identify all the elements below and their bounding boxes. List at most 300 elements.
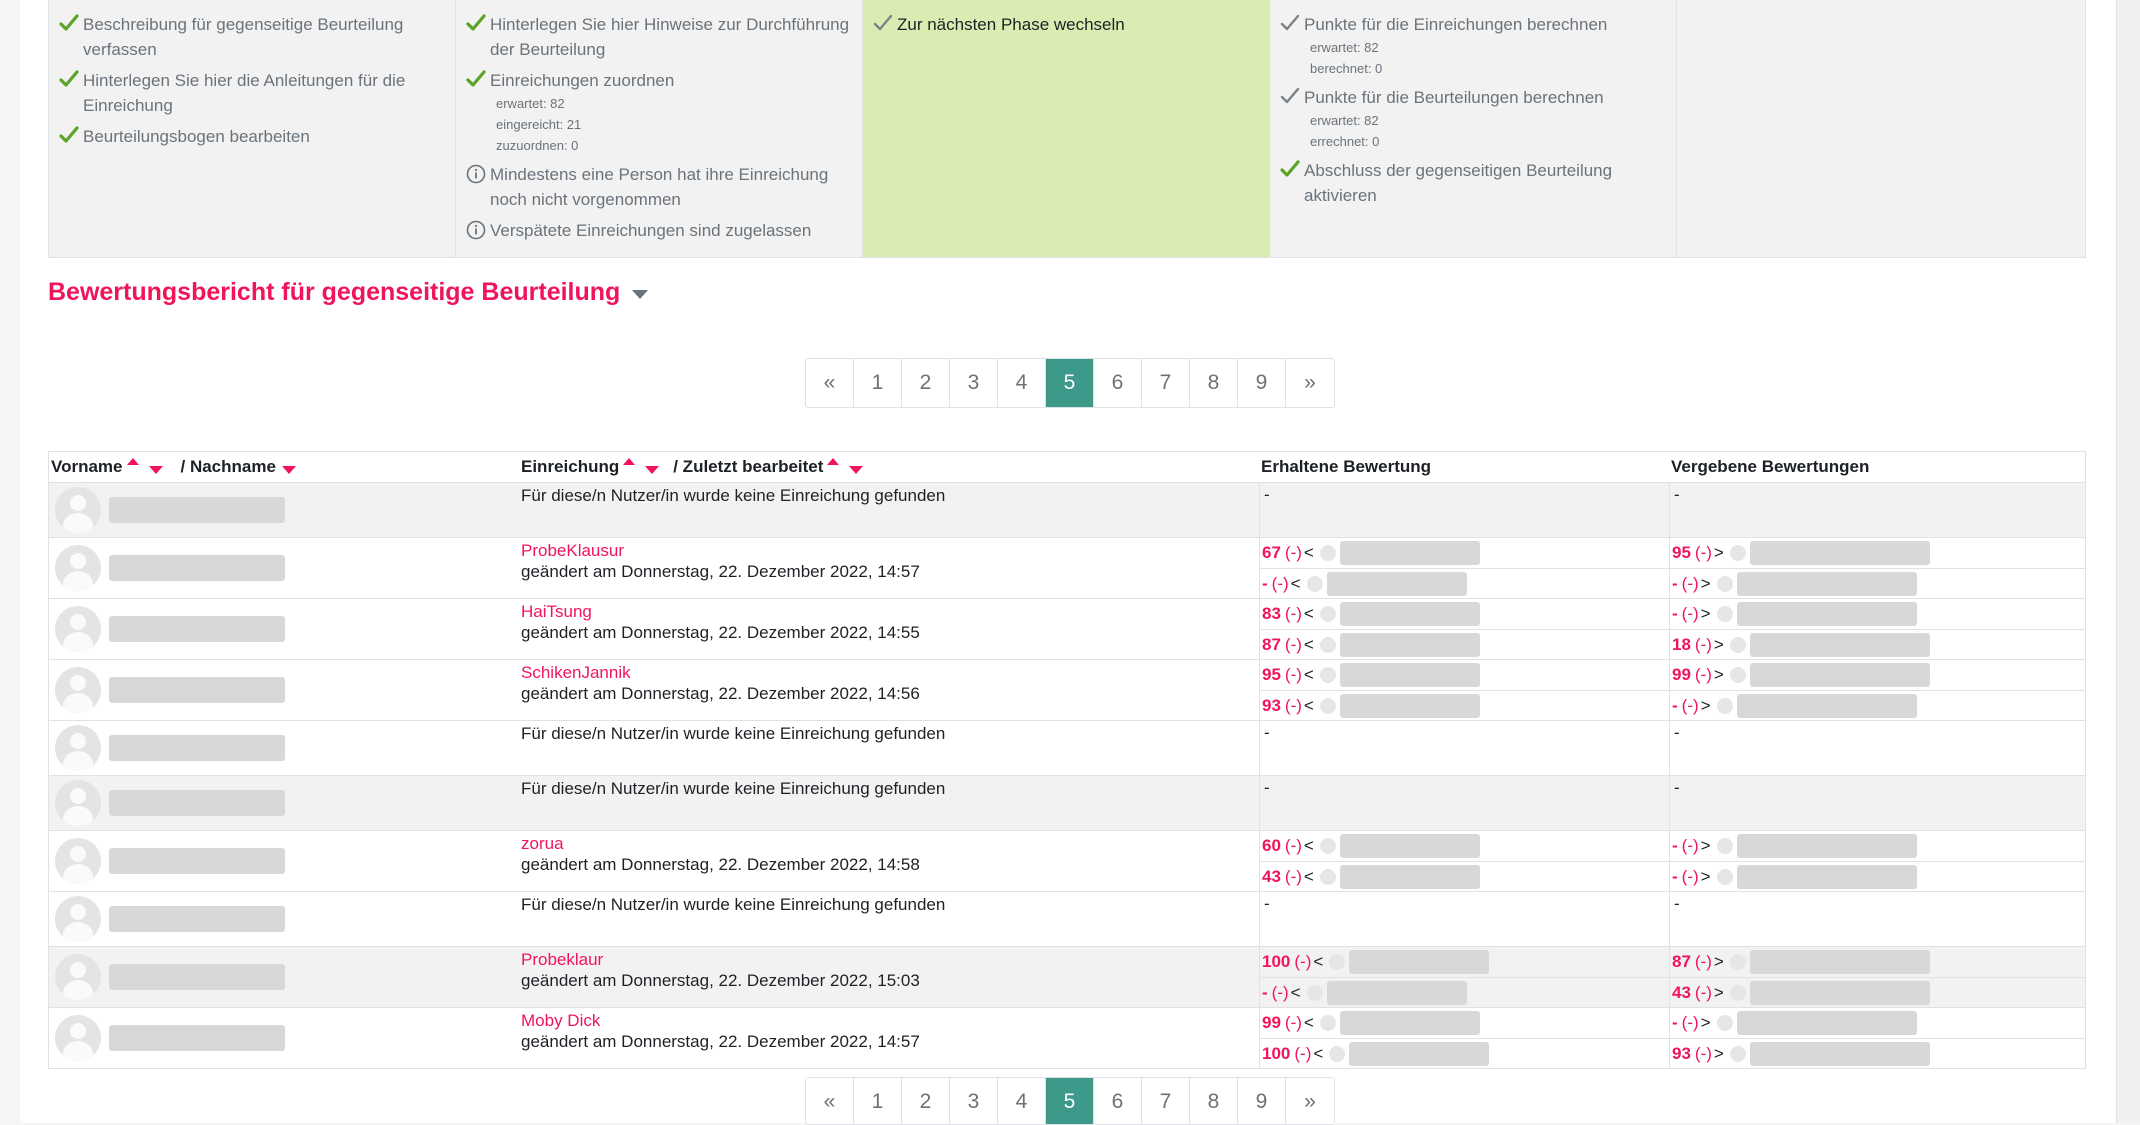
avatar[interactable] bbox=[55, 780, 101, 826]
given-grade-entry bbox=[1670, 660, 2085, 690]
grade-value[interactable]: 43 bbox=[1672, 983, 1691, 1002]
task-label: Beschreibung für gegenseitige Beurteilung verfassen bbox=[83, 15, 404, 59]
header-received-label: Erhaltene Bewertung bbox=[1261, 457, 1432, 476]
given-grades-cell bbox=[1669, 660, 2085, 720]
grade-value[interactable]: 99 bbox=[1672, 665, 1691, 684]
reviewer-name-redacted[interactable] bbox=[1340, 834, 1480, 858]
avatar[interactable] bbox=[55, 838, 101, 884]
submission-title-link[interactable]: ProbeKlausur bbox=[521, 541, 625, 560]
grade-direction: < bbox=[1303, 635, 1314, 654]
grade-value[interactable]: 100 bbox=[1262, 1044, 1291, 1063]
given-grades-cell bbox=[1669, 599, 2085, 659]
grade-direction: > bbox=[1700, 604, 1711, 623]
participant-cell bbox=[49, 776, 519, 830]
participant-cell bbox=[49, 1008, 519, 1068]
phase-column bbox=[1270, 0, 1677, 257]
pagination-page[interactable]: 5 bbox=[1046, 1078, 1094, 1125]
given-grade-entry bbox=[1670, 1038, 2085, 1069]
reviewer-name-redacted[interactable] bbox=[1737, 694, 1917, 718]
sort-vorname-link[interactable]: Vorname bbox=[51, 457, 123, 476]
phase-task[interactable] bbox=[869, 12, 1261, 37]
received-grade-entry bbox=[1260, 538, 1669, 568]
reviewer-avatar-icon bbox=[1717, 869, 1733, 885]
pagination-next[interactable]: » bbox=[1304, 1090, 1316, 1113]
grade-override-mark: (-) bbox=[1284, 543, 1302, 562]
task-label: Hinterlegen Sie hier Hinweise zur Durchführung der Beurteilung bbox=[490, 15, 850, 59]
reviewer-name-redacted[interactable] bbox=[1737, 865, 1917, 889]
grade-override-mark: (-) bbox=[1694, 1044, 1712, 1063]
header-name bbox=[49, 457, 519, 477]
received-grade-entry bbox=[1260, 629, 1669, 660]
reviewer-avatar-icon bbox=[1730, 545, 1746, 561]
table-row bbox=[49, 538, 2085, 599]
reviewer-name-redacted[interactable] bbox=[1750, 663, 1930, 687]
task-label: Hinterlegen Sie hier die Anleitungen für die Einreichung bbox=[83, 71, 406, 115]
grade-direction: > bbox=[1700, 574, 1711, 593]
grade-override-mark: (-) bbox=[1284, 867, 1302, 886]
info-icon bbox=[462, 218, 490, 240]
grade-value[interactable]: - bbox=[1672, 574, 1678, 593]
reviewer-name-redacted[interactable] bbox=[1750, 541, 1930, 565]
pagination-page[interactable]: 6 bbox=[1094, 359, 1142, 407]
grade-value[interactable]: - bbox=[1672, 836, 1678, 855]
given-grades-cell bbox=[1669, 776, 2085, 830]
grade-direction: < bbox=[1303, 867, 1314, 886]
participant-name-redacted[interactable] bbox=[109, 677, 285, 703]
submission-cell bbox=[519, 892, 1259, 946]
submission-title-link[interactable]: zorua bbox=[521, 834, 564, 853]
submission-cell bbox=[519, 538, 1259, 598]
given-grade-entry bbox=[1670, 568, 2085, 599]
reviewer-name-redacted[interactable] bbox=[1737, 834, 1917, 858]
pagination-page[interactable]: 4 bbox=[998, 1078, 1046, 1125]
participant-cell bbox=[49, 947, 519, 1007]
grade-override-mark: (-) bbox=[1284, 604, 1302, 623]
avatar[interactable] bbox=[55, 725, 101, 771]
check-icon-grey bbox=[1276, 85, 1304, 105]
header-given bbox=[1669, 457, 2085, 477]
grade-value[interactable]: 83 bbox=[1262, 604, 1281, 623]
received-grades-cell bbox=[1259, 831, 1669, 891]
grade-override-mark: (-) bbox=[1284, 696, 1302, 715]
pagination-page[interactable]: 8 bbox=[1190, 359, 1238, 407]
received-grades-cell bbox=[1259, 1008, 1669, 1068]
received-grade-entry bbox=[1260, 1008, 1669, 1038]
submission-modified-date: geändert am Donnerstag, 22. Dezember 2022, 14:57 bbox=[521, 1032, 920, 1051]
task-content bbox=[897, 12, 1125, 37]
grade-value[interactable]: 43 bbox=[1262, 867, 1281, 886]
participant-name-redacted[interactable] bbox=[109, 555, 285, 581]
received-grade-entry bbox=[1260, 1038, 1669, 1069]
grade-override-mark: (-) bbox=[1294, 1044, 1312, 1063]
pagination-page[interactable]: 5 bbox=[1046, 359, 1094, 407]
reviewer-avatar-icon bbox=[1717, 838, 1733, 854]
reviewer-name-redacted[interactable] bbox=[1737, 1011, 1917, 1035]
grade-direction: < bbox=[1303, 604, 1314, 623]
sort-desc-icon[interactable] bbox=[849, 466, 863, 474]
grade-override-mark: (-) bbox=[1284, 836, 1302, 855]
avatar[interactable] bbox=[55, 487, 101, 533]
grade-value[interactable]: - bbox=[1672, 1013, 1678, 1032]
sort-desc-icon[interactable] bbox=[282, 466, 296, 474]
sort-asc-icon[interactable] bbox=[827, 458, 839, 465]
task-content bbox=[490, 162, 854, 212]
task-label: Verspätete Einreichungen sind zugelassen bbox=[490, 221, 812, 240]
phase-task[interactable] bbox=[462, 68, 854, 156]
table-row bbox=[49, 660, 2085, 721]
reviewer-name-redacted[interactable] bbox=[1750, 633, 1930, 657]
pagination-page[interactable]: 2 bbox=[902, 359, 950, 407]
given-grade-entry bbox=[1670, 599, 2085, 629]
given-grades-cell bbox=[1669, 947, 2085, 1007]
submission-title-link[interactable]: SchikenJannik bbox=[521, 663, 631, 682]
switch-phase-icon bbox=[869, 12, 897, 32]
given-grade-entry bbox=[1670, 629, 2085, 660]
grade-direction: < bbox=[1303, 665, 1314, 684]
empty-grade: - bbox=[1674, 778, 1680, 797]
sort-zuletzt-link[interactable]: / Zuletzt bearbeitet bbox=[673, 457, 824, 476]
received-grade-entry bbox=[1260, 599, 1669, 629]
info-icon bbox=[462, 162, 490, 184]
grade-value[interactable]: 87 bbox=[1262, 635, 1281, 654]
pagination-page[interactable]: 4 bbox=[998, 359, 1046, 407]
grade-direction: < bbox=[1303, 696, 1314, 715]
reviewer-avatar-icon bbox=[1717, 576, 1733, 592]
table-row bbox=[49, 831, 2085, 892]
reviewer-avatar-icon bbox=[1717, 606, 1733, 622]
sort-nachname-link[interactable]: / Nachname bbox=[180, 457, 276, 476]
reviewer-name-redacted[interactable] bbox=[1340, 602, 1480, 626]
submission-title-link[interactable]: HaiTsung bbox=[521, 602, 592, 621]
grade-value[interactable]: - bbox=[1262, 983, 1268, 1002]
given-grades-cell bbox=[1669, 892, 2085, 946]
reviewer-name-redacted[interactable] bbox=[1340, 541, 1480, 565]
table-row bbox=[49, 483, 2085, 538]
grade-override-mark: (-) bbox=[1681, 1013, 1699, 1032]
task-content bbox=[490, 218, 811, 243]
given-grade-entry bbox=[1670, 977, 2085, 1008]
grade-value[interactable]: 67 bbox=[1262, 543, 1281, 562]
reviewer-name-redacted[interactable] bbox=[1750, 950, 1930, 974]
grade-direction: > bbox=[1713, 983, 1724, 1002]
task-detail: erwartet: 82 bbox=[1310, 40, 1379, 55]
check-icon bbox=[55, 68, 83, 88]
grade-direction: > bbox=[1713, 665, 1724, 684]
reviewer-name-redacted[interactable] bbox=[1737, 572, 1917, 596]
table-header bbox=[49, 452, 2085, 483]
empty-grade: - bbox=[1264, 485, 1270, 504]
avatar[interactable] bbox=[55, 954, 101, 1000]
reviewer-avatar-icon bbox=[1320, 637, 1336, 653]
report-heading-label: Bewertungsbericht für gegenseitige Beurteilung bbox=[48, 278, 621, 306]
task-label: Abschluss der gegenseitigen Beurteilung aktivieren bbox=[1304, 161, 1613, 205]
received-grades-cell bbox=[1259, 660, 1669, 720]
reviewer-name-redacted[interactable] bbox=[1340, 663, 1480, 687]
pagination-page[interactable]: 3 bbox=[950, 1078, 998, 1125]
scrollbar[interactable] bbox=[2116, 0, 2140, 1123]
phase-task[interactable] bbox=[462, 218, 854, 243]
no-submission-text: Für diese/n Nutzer/in wurde keine Einreichung gefunden bbox=[521, 486, 946, 505]
no-submission-text: Für diese/n Nutzer/in wurde keine Einreichung gefunden bbox=[521, 895, 946, 914]
given-grade-entry bbox=[1670, 831, 2085, 861]
given-grades-cell bbox=[1669, 538, 2085, 598]
received-grade-entry bbox=[1260, 861, 1669, 892]
pagination-page[interactable]: 9 bbox=[1238, 359, 1286, 407]
grade-value[interactable]: 93 bbox=[1262, 696, 1281, 715]
empty-grade: - bbox=[1264, 894, 1270, 913]
participant-name-redacted[interactable] bbox=[109, 906, 285, 932]
task-content bbox=[83, 68, 447, 118]
task-detail: erwartet: 82 bbox=[496, 96, 565, 111]
reviewer-name-redacted[interactable] bbox=[1750, 981, 1930, 1005]
given-grade-entry bbox=[1670, 861, 2085, 892]
grade-direction: > bbox=[1700, 867, 1711, 886]
submission-cell bbox=[519, 776, 1259, 830]
pagination-page[interactable]: 7 bbox=[1142, 359, 1190, 407]
received-grade-entry bbox=[1260, 660, 1669, 690]
reviewer-name-redacted[interactable] bbox=[1349, 1042, 1489, 1066]
task-label: Zur nächsten Phase wechseln bbox=[897, 15, 1125, 34]
grade-override-mark: (-) bbox=[1694, 665, 1712, 684]
phase-task[interactable] bbox=[1276, 12, 1668, 79]
given-grade-entry bbox=[1670, 538, 2085, 568]
reviewer-name-redacted[interactable] bbox=[1327, 981, 1467, 1005]
grade-value[interactable]: 95 bbox=[1672, 543, 1691, 562]
grade-direction: > bbox=[1713, 635, 1724, 654]
phase-task[interactable] bbox=[55, 68, 447, 118]
grade-override-mark: (-) bbox=[1271, 574, 1289, 593]
phase-task[interactable] bbox=[55, 124, 447, 149]
grade-value[interactable]: - bbox=[1672, 696, 1678, 715]
grade-direction: < bbox=[1303, 1013, 1314, 1032]
given-grades-cell bbox=[1669, 831, 2085, 891]
check-icon bbox=[462, 12, 490, 32]
task-content bbox=[490, 68, 674, 156]
task-label: Mindestens eine Person hat ihre Einreichung noch nicht vorgenommen bbox=[490, 165, 829, 209]
task-content bbox=[1304, 158, 1668, 208]
pagination-page[interactable]: 9 bbox=[1238, 1078, 1286, 1125]
phase-task[interactable] bbox=[462, 162, 854, 212]
grade-value[interactable]: - bbox=[1262, 574, 1268, 593]
participant-name-redacted[interactable] bbox=[109, 1025, 285, 1051]
task-detail: errechnet: 0 bbox=[1310, 134, 1380, 149]
reviewer-avatar-icon bbox=[1717, 1015, 1733, 1031]
participant-name-redacted[interactable] bbox=[109, 964, 285, 990]
reviewer-avatar-icon bbox=[1730, 637, 1746, 653]
sort-desc-icon[interactable] bbox=[645, 466, 659, 474]
table-row bbox=[49, 892, 2085, 947]
grade-value[interactable]: - bbox=[1672, 867, 1678, 886]
task-detail: zuzuordnen: 0 bbox=[496, 138, 579, 153]
grade-override-mark: (-) bbox=[1694, 543, 1712, 562]
task-label: Punkte für die Einreichungen berechnen bbox=[1304, 15, 1608, 34]
reviewer-avatar-icon bbox=[1320, 1015, 1336, 1031]
sort-einreichung-link[interactable]: Einreichung bbox=[521, 457, 620, 476]
pagination-page[interactable]: 7 bbox=[1142, 1078, 1190, 1125]
grade-value[interactable]: 99 bbox=[1262, 1013, 1281, 1032]
received-grade-entry bbox=[1260, 947, 1669, 977]
grade-override-mark: (-) bbox=[1284, 1013, 1302, 1032]
grade-override-mark: (-) bbox=[1294, 952, 1312, 971]
submission-cell bbox=[519, 831, 1259, 891]
phase-column bbox=[456, 0, 863, 257]
task-content bbox=[490, 12, 854, 62]
pagination-prev[interactable]: « bbox=[806, 1078, 854, 1125]
empty-grade: - bbox=[1674, 723, 1680, 742]
task-content bbox=[1304, 12, 1607, 79]
given-grade-entry bbox=[1670, 947, 2085, 977]
pagination-page[interactable]: 8 bbox=[1190, 1078, 1238, 1125]
reviewer-avatar-icon bbox=[1730, 954, 1746, 970]
phase-task[interactable] bbox=[55, 12, 447, 62]
reviewer-name-redacted[interactable] bbox=[1327, 572, 1467, 596]
grade-override-mark: (-) bbox=[1681, 867, 1699, 886]
pagination-page[interactable]: 1 bbox=[854, 1078, 902, 1125]
grading-report-table bbox=[48, 451, 2086, 1069]
grade-value[interactable]: 60 bbox=[1262, 836, 1281, 855]
reviewer-name-redacted[interactable] bbox=[1340, 694, 1480, 718]
reviewer-name-redacted[interactable] bbox=[1349, 950, 1489, 974]
grade-override-mark: (-) bbox=[1694, 635, 1712, 654]
submission-cell bbox=[519, 599, 1259, 659]
submission-modified-date: geändert am Donnerstag, 22. Dezember 2022, 14:56 bbox=[521, 684, 920, 703]
avatar[interactable] bbox=[55, 545, 101, 591]
submission-title-link[interactable]: Probeklaur bbox=[521, 950, 604, 969]
avatar[interactable] bbox=[55, 896, 101, 942]
grade-direction: > bbox=[1713, 952, 1724, 971]
grade-value[interactable]: 95 bbox=[1262, 665, 1281, 684]
grade-override-mark: (-) bbox=[1681, 604, 1699, 623]
reviewer-avatar-icon bbox=[1307, 576, 1323, 592]
grade-direction: < bbox=[1290, 983, 1301, 1002]
received-grades-cell bbox=[1259, 538, 1669, 598]
reviewer-name-redacted[interactable] bbox=[1750, 1042, 1930, 1066]
grade-value[interactable]: 87 bbox=[1672, 952, 1691, 971]
phase-task[interactable] bbox=[1276, 85, 1668, 152]
table-row bbox=[49, 947, 2085, 1008]
grade-override-mark: (-) bbox=[1681, 696, 1699, 715]
sort-desc-icon[interactable] bbox=[149, 466, 163, 474]
received-grade-entry bbox=[1260, 568, 1669, 599]
pagination-next[interactable]: » bbox=[1304, 371, 1316, 394]
check-icon-grey bbox=[1276, 12, 1304, 32]
reviewer-name-redacted[interactable] bbox=[1340, 633, 1480, 657]
reviewer-avatar-icon bbox=[1320, 869, 1336, 885]
pagination-bottom bbox=[805, 1077, 1335, 1125]
given-grade-entry bbox=[1670, 1008, 2085, 1038]
reviewer-avatar-icon bbox=[1730, 985, 1746, 1001]
participant-cell bbox=[49, 660, 519, 720]
grade-direction: > bbox=[1700, 1013, 1711, 1032]
grade-override-mark: (-) bbox=[1694, 983, 1712, 1002]
pagination-prev[interactable]: « bbox=[806, 359, 854, 407]
phase-task[interactable] bbox=[462, 12, 854, 62]
received-grades-cell bbox=[1259, 892, 1669, 946]
pagination-page[interactable]: 3 bbox=[950, 359, 998, 407]
sort-asc-icon[interactable] bbox=[623, 458, 635, 465]
empty-grade: - bbox=[1674, 894, 1680, 913]
page bbox=[20, 0, 2116, 1123]
collapse-caret-icon[interactable] bbox=[632, 290, 648, 299]
grade-override-mark: (-) bbox=[1681, 574, 1699, 593]
avatar[interactable] bbox=[55, 1015, 101, 1061]
participant-name-redacted[interactable] bbox=[109, 790, 285, 816]
avatar[interactable] bbox=[55, 667, 101, 713]
participant-name-redacted[interactable] bbox=[109, 735, 285, 761]
reviewer-avatar-icon bbox=[1320, 667, 1336, 683]
check-icon bbox=[55, 124, 83, 144]
grade-direction: > bbox=[1713, 1044, 1724, 1063]
check-icon bbox=[1276, 158, 1304, 178]
report-heading[interactable] bbox=[48, 278, 648, 307]
grade-direction: < bbox=[1303, 543, 1314, 562]
participant-name-redacted[interactable] bbox=[109, 848, 285, 874]
grade-direction: < bbox=[1290, 574, 1301, 593]
empty-grade: - bbox=[1264, 723, 1270, 742]
pagination-page[interactable]: 2 bbox=[902, 1078, 950, 1125]
participant-name-redacted[interactable] bbox=[109, 497, 285, 523]
table-row bbox=[49, 721, 2085, 776]
given-grades-cell bbox=[1669, 1008, 2085, 1068]
task-detail: eingereicht: 21 bbox=[496, 117, 582, 132]
submission-cell bbox=[519, 947, 1259, 1007]
phase-column bbox=[49, 0, 456, 257]
given-grade-entry bbox=[1670, 690, 2085, 721]
submission-title-link[interactable]: Moby Dick bbox=[521, 1011, 601, 1030]
grade-value[interactable]: 100 bbox=[1262, 952, 1291, 971]
task-label: Einreichungen zuordnen bbox=[490, 71, 675, 90]
grade-value[interactable]: 18 bbox=[1672, 635, 1691, 654]
task-detail: berechnet: 0 bbox=[1310, 61, 1383, 76]
task-label: Punkte für die Beurteilungen berechnen bbox=[1304, 88, 1604, 107]
grade-value[interactable]: - bbox=[1672, 604, 1678, 623]
phase-column bbox=[863, 0, 1270, 257]
sort-asc-icon[interactable] bbox=[127, 458, 139, 465]
phase-column bbox=[1677, 0, 2085, 257]
reviewer-avatar-icon bbox=[1329, 954, 1345, 970]
pagination-page[interactable]: 6 bbox=[1094, 1078, 1142, 1125]
received-grades-cell bbox=[1259, 721, 1669, 775]
check-icon bbox=[462, 68, 490, 88]
task-content bbox=[1304, 85, 1604, 152]
submission-modified-date: geändert am Donnerstag, 22. Dezember 2022, 14:55 bbox=[521, 623, 920, 642]
no-submission-text: Für diese/n Nutzer/in wurde keine Einreichung gefunden bbox=[521, 779, 946, 798]
grade-override-mark: (-) bbox=[1284, 665, 1302, 684]
given-grades-cell bbox=[1669, 483, 2085, 537]
phase-task[interactable] bbox=[1276, 158, 1668, 208]
reviewer-avatar-icon bbox=[1730, 667, 1746, 683]
reviewer-avatar-icon bbox=[1730, 1046, 1746, 1062]
submission-modified-date: geändert am Donnerstag, 22. Dezember 2022, 14:57 bbox=[521, 562, 920, 581]
grade-override-mark: (-) bbox=[1284, 635, 1302, 654]
reviewer-name-redacted[interactable] bbox=[1340, 865, 1480, 889]
grade-value[interactable]: 93 bbox=[1672, 1044, 1691, 1063]
grade-override-mark: (-) bbox=[1681, 836, 1699, 855]
reviewer-avatar-icon bbox=[1307, 985, 1323, 1001]
participant-name-redacted[interactable] bbox=[109, 616, 285, 642]
avatar[interactable] bbox=[55, 606, 101, 652]
header-given-label: Vergebene Bewertungen bbox=[1671, 457, 1870, 476]
received-grades-cell bbox=[1259, 947, 1669, 1007]
pagination-page[interactable]: 1 bbox=[854, 359, 902, 407]
reviewer-name-redacted[interactable] bbox=[1340, 1011, 1480, 1035]
grade-direction: > bbox=[1700, 836, 1711, 855]
table-body bbox=[49, 483, 2085, 1068]
grade-direction: < bbox=[1303, 836, 1314, 855]
given-grades-cell bbox=[1669, 721, 2085, 775]
reviewer-name-redacted[interactable] bbox=[1737, 602, 1917, 626]
header-received bbox=[1259, 457, 1669, 477]
